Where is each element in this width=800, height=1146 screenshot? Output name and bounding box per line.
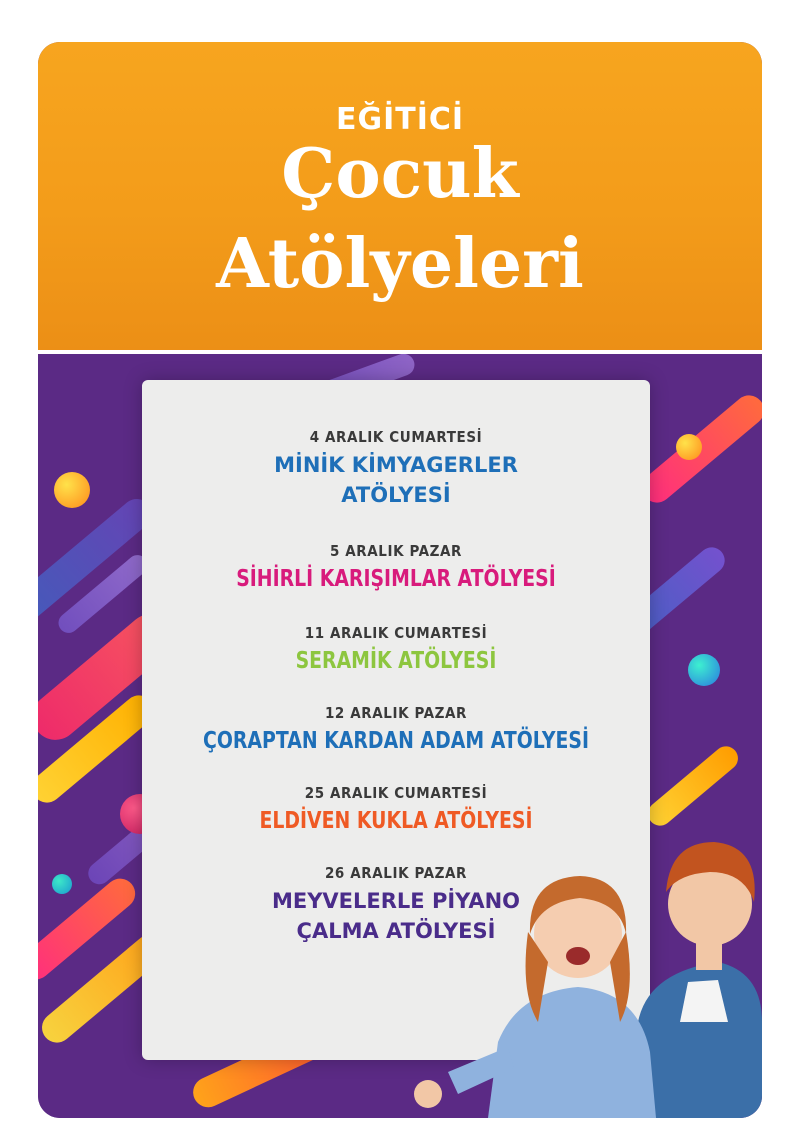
event-item [142, 624, 650, 676]
event-date: 5 ARALIK PAZAR [329, 542, 463, 560]
event-item [142, 428, 650, 510]
event-title: SERAMİK ATÖLYESİ [295, 648, 497, 674]
decor-dot [54, 472, 90, 508]
event-item [142, 542, 650, 594]
pre-title: EĞİTİCİ [335, 102, 465, 137]
two-children-photo-icon [388, 822, 762, 1118]
event-title: MEYVELERLE PİYANO ÇALMA ATÖLYESİ [271, 889, 521, 943]
event-title: MİNİK KİMYAGERLER ATÖLYESİ [274, 453, 518, 507]
decor-pill [643, 741, 743, 830]
event-date: 11 ARALIK CUMARTESİ [304, 624, 488, 642]
event-item [142, 704, 650, 756]
decor-dot [688, 654, 720, 686]
event-date: 25 ARALIK CUMARTESİ [304, 784, 488, 802]
decor-dot [676, 434, 702, 460]
event-date: 4 ARALIK CUMARTESİ [309, 428, 483, 446]
event-date: 26 ARALIK PAZAR [324, 864, 468, 882]
decor-dot [52, 874, 72, 894]
event-title: SİHİRLİ KARIŞIMLAR ATÖLYESİ [236, 566, 556, 592]
header-banner [38, 42, 762, 350]
title-line-2: Atölyeleri [216, 224, 584, 304]
poster [38, 42, 762, 1118]
event-title: ÇORAPTAN KARDAN ADAM ATÖLYESİ [203, 728, 589, 754]
event-title: ELDİVEN KUKLA ATÖLYESİ [259, 808, 533, 834]
title-line-1: Çocuk [281, 134, 519, 214]
event-date: 12 ARALIK PAZAR [324, 704, 468, 722]
